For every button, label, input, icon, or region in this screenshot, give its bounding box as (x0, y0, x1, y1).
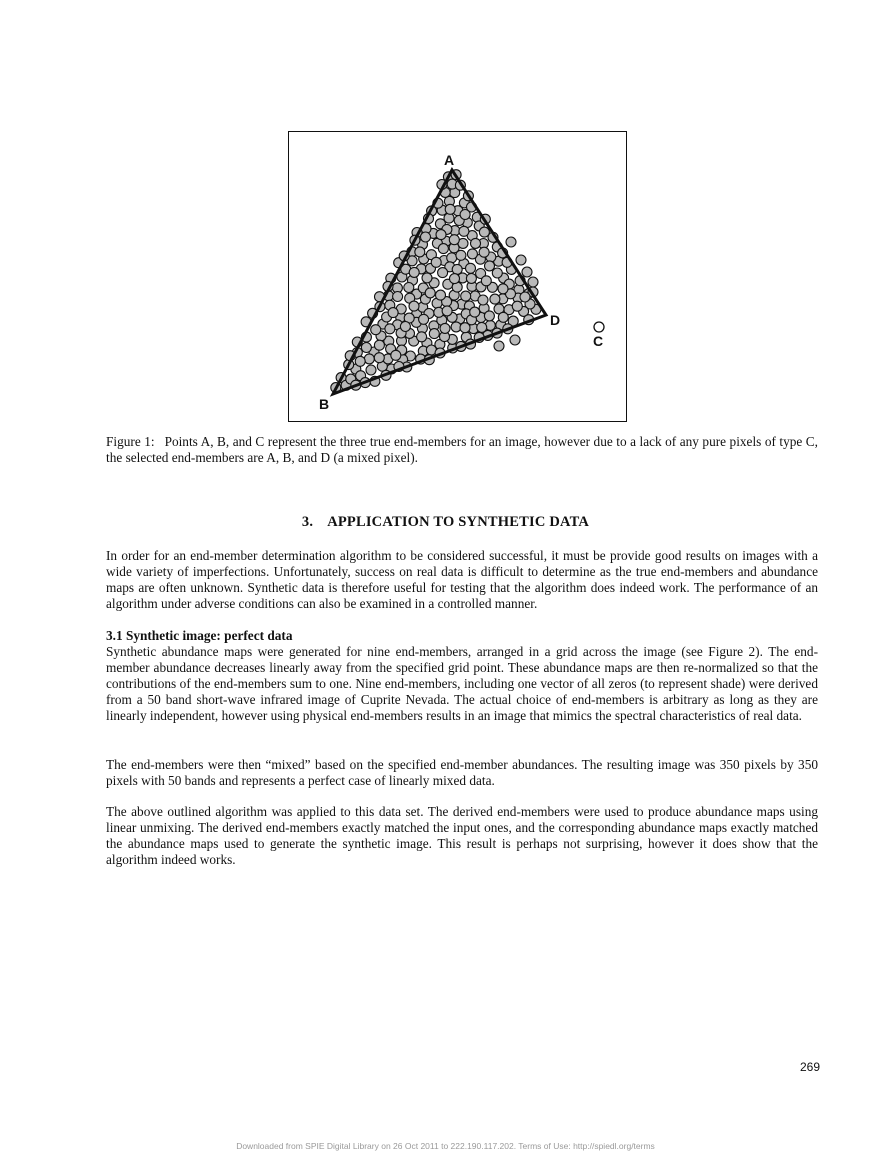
subsection-3-1 (106, 628, 818, 723)
pixel-marker (467, 249, 477, 259)
pixel-marker (374, 340, 384, 350)
figure-caption (106, 434, 818, 465)
pixel-marker (400, 322, 410, 332)
pixel-marker (506, 237, 516, 247)
pixel-marker (452, 264, 462, 274)
pixel-marker (429, 329, 439, 339)
section-heading (0, 514, 891, 531)
pixel-marker (436, 290, 446, 300)
pixel-marker (466, 263, 476, 273)
section-number: 3. (301, 514, 314, 530)
pixel-marker (456, 250, 466, 260)
pixel-marker (447, 253, 457, 263)
pixel-marker (409, 267, 419, 277)
paragraph-intro: In order for an end-member determination algorithm to be considered successful, it must be provide good results on images with a wide variety of imperfections. Unfortunately, success on real data is difficult to determine as the true end-members and abundance maps are often unknown. Synthetic data is therefore useful for testing that the algorithm does indeed work. The performance of an algorithm under adverse conditions can also be examined in a controlled manner. (106, 548, 818, 611)
paragraph-results: The above outlined algorithm was applied to this data set. The derived end-members were used to produce abundance maps using linear unmixing. The derived end-members exactly matched the input ones, and the corresponding abundance maps exactly matched the abundance maps used to generate the synthetic image. This result is perhaps not surprising, however it does show that the algorithm indeed works. (106, 804, 818, 867)
caption-number: Figure 1: (106, 434, 155, 449)
pixel-marker (477, 322, 487, 332)
mixing-simplex-diagram (289, 132, 628, 423)
caption-text: Points A, B, and C represent the three true end-members for an image, however due to a lack of any pure pixels of type C, the selected end-members are A, B, and D (a mixed pixel). (106, 434, 818, 465)
pixel-marker (391, 350, 401, 360)
pixel-marker (484, 311, 494, 321)
pixel-marker (494, 341, 504, 351)
pixel-marker (422, 273, 432, 283)
pixel-marker (361, 343, 371, 353)
pixel-marker (438, 244, 448, 254)
pixel-marker (450, 274, 460, 284)
pixel-marker (460, 210, 470, 220)
pixel-marker (522, 267, 532, 277)
pixel-marker (371, 325, 381, 335)
subsection-body: Synthetic abundance maps were generated for nine end-members, arranged in a grid across the image (see Figure 2). The end-member abundance decreases linearly away from the specified grid point. These abundance maps are then re-normalized so that the contributions of the end-members sum to one. Nine end-members, including one vector of all zeros (to represent shade) were derived from a 50 band short-wave infrared image of Cuprite Nevada. The actual choice of end-members is arbitrary as long as they are linearly independent, however using physical end-members results in an image that mimics the spectral characteristics of real data. (106, 643, 818, 723)
pixel-marker (421, 232, 431, 242)
pixel-marker (520, 292, 530, 302)
pixel-marker (479, 247, 489, 257)
page-number: 269 (800, 1060, 821, 1074)
pixel-marker (470, 307, 480, 317)
pixel-marker (388, 308, 398, 318)
pixel-marker (498, 284, 508, 294)
pixel-marker (466, 273, 476, 283)
pixel-marker (409, 301, 419, 311)
pixel-marker (479, 227, 489, 237)
pixel-marker (459, 226, 469, 236)
pixel-marker (471, 238, 481, 248)
pixel-marker (442, 306, 452, 316)
pixel-marker (385, 324, 395, 334)
paragraph-mixing: The end-members were then “mixed” based on the specified end-member abundances. The resulting image was 350 pixels by 350 pixels with 50 bands and represents a perfect case of linearly mixed data. (106, 757, 818, 788)
pixel-marker (478, 295, 488, 305)
pixel-marker (510, 335, 520, 345)
pixel-marker (498, 312, 508, 322)
pixel-marker (415, 247, 425, 257)
pixel-marker (440, 323, 450, 333)
subsection-heading: 3.1 Synthetic image: perfect data (106, 628, 293, 643)
label-b: B (319, 396, 330, 412)
endmember-c-marker (594, 322, 604, 332)
pixel-marker (436, 230, 446, 240)
pixel-marker (374, 353, 384, 363)
pixel-marker (419, 314, 429, 324)
pixel-marker (490, 294, 500, 304)
pixel-marker (425, 288, 435, 298)
label-a: A (444, 152, 455, 168)
pixel-marker (512, 301, 522, 311)
pixel-marker (516, 255, 526, 265)
label-d: D (550, 312, 561, 328)
pixel-marker (485, 261, 495, 271)
pixel-marker (461, 291, 471, 301)
pixel-marker (393, 292, 403, 302)
pixel-marker (492, 268, 502, 278)
pixel-marker (449, 235, 459, 245)
pixel-marker (431, 257, 441, 267)
pixel-marker (366, 365, 376, 375)
label-c: C (593, 333, 604, 349)
pixel-marker (438, 268, 448, 278)
figure-1 (288, 131, 627, 422)
pixel-marker (481, 276, 491, 286)
pixel-marker (417, 332, 427, 342)
download-footer: Downloaded from SPIE Digital Library on 26 Oct 2011 to 222.190.117.202. Terms of Use: http://spiedl.org/terms (236, 1141, 655, 1151)
section-title: APPLICATION TO SYNTHETIC DATA (327, 514, 590, 530)
pixel-marker (364, 354, 374, 364)
pixel-marker (404, 283, 414, 293)
pixel-marker (355, 356, 365, 366)
pixel-marker (445, 204, 455, 214)
pixel-marker (528, 277, 538, 287)
